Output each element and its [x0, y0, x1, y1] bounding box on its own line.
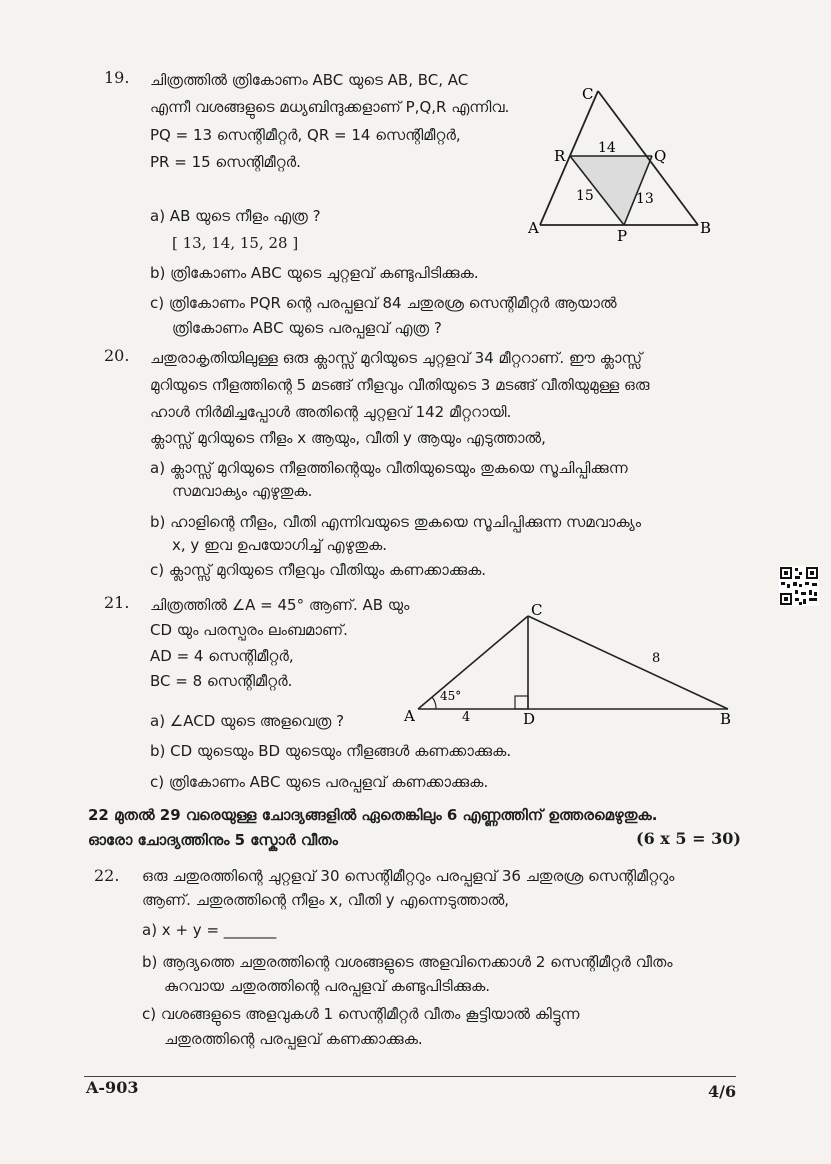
q19-line2: എന്നീ വശങ്ങളുടെ മധ്യബിന്ദുക്കളാണ് P,Q,R എന്നിവ.	[150, 98, 510, 116]
footer-page-number: 4/6	[708, 1082, 737, 1101]
q20-line3: ഹാൾ നിർമിച്ചപ്പോൾ അതിന്റെ ചുറ്റളവ് 142 മീറ്ററായി.	[150, 403, 512, 421]
label-r: R	[554, 147, 566, 165]
label-b: B	[700, 219, 712, 237]
q19-line1: ചിത്രത്തിൽ ത്രികോണം ABC യുടെ AB, BC, AC	[150, 71, 469, 89]
q21-part-c: c) ത്രികോണം ABC യുടെ പരപ്പളവ് കണക്കാക്കുക.	[150, 773, 489, 791]
label-14: 14	[598, 140, 616, 156]
side-bc	[528, 616, 728, 709]
q20-part-b-line1: b) ഹാളിന്റെ നീളം, വീതി എന്നിവയുടെ തുകയെ സൂചിപ്പിക്കുന്ന സമവാക്യം	[150, 513, 642, 531]
label-4: 4	[462, 710, 471, 725]
q21-triangle-figure	[400, 600, 750, 730]
q20-part-c: c) ക്ലാസ്സ് മുറിയുടെ നീളവും വീതിയും കണക്കാക്കുക.	[150, 561, 487, 579]
q19-part-a-options: [ 13, 14, 15, 28 ]	[172, 234, 299, 252]
q21-line3: AD = 4 സെന്റിമീറ്റർ,	[150, 647, 294, 665]
label-13: 13	[636, 191, 654, 207]
q20-part-a-line2: സമവാക്യം എഴുതുക.	[172, 482, 313, 500]
q21-part-a: a) ∠ACD യുടെ അളവെത്ര ?	[150, 712, 345, 730]
q20-number: 20.	[104, 346, 130, 365]
angle-45-arc	[432, 697, 436, 709]
label-d: D	[523, 710, 536, 728]
q20-part-b-line2: x, y ഇവ ഉപയോഗിച്ച് എഴുതുക.	[172, 536, 388, 554]
label-q: Q	[654, 147, 667, 165]
q21-line2: CD യും പരസ്പരം ലംബമാണ്.	[150, 621, 348, 639]
q22-part-c-line2: ചതുരത്തിന്റെ പരപ്പളവ് കണക്കാക്കുക.	[164, 1030, 423, 1048]
q20-line4: ക്ലാസ്സ് മുറിയുടെ നീളം x ആയും, വീതി y ആയും എടുത്താൽ,	[150, 429, 546, 447]
q21-part-b: b) CD യുടെയും BD യുടെയും നീളങ്ങൾ കണക്കാക്കുക.	[150, 742, 512, 760]
q19-number: 19.	[104, 68, 130, 87]
q22-number: 22.	[94, 866, 120, 885]
q22-part-b-line2: കുറവായ ചതുരത്തിന്റെ പരപ്പളവ് കണ്ടുപിടിക്കുക.	[164, 977, 491, 995]
right-angle-mark	[515, 696, 528, 709]
q20-line2: മുറിയുടെ നീളത്തിന്റെ 5 മടങ്ങ് നീളവും വീതിയുടെ 3 മടങ്ങ് വീതിയുമുള്ള ഒരു	[150, 376, 650, 394]
label-c: C	[582, 85, 594, 103]
section-instruction: 22 മുതൽ 29 വരെയുള്ള ചോദ്യങ്ങളിൽ ഏതെങ്കിലും 6 എണ്ണത്തിന് ഉത്തരമെഴുതുക.	[88, 806, 658, 824]
q19-part-b: b) ത്രികോണം ABC യുടെ ചുറ്റളവ് കണ്ടുപിടിക്കുക.	[150, 264, 479, 282]
label-p: P	[617, 227, 628, 245]
q22-part-a: a) x + y = _______	[142, 921, 277, 939]
q22-line2: ആണ്. ചതുരത്തിന്റെ നീളം x, വീതി y എന്നെടുത്താൽ,	[142, 891, 510, 909]
section-score-note: ഓരോ ചോദ്യത്തിനും 5 സ്കോർ വീതം	[88, 831, 338, 849]
label-45: 45°	[440, 689, 462, 703]
qr-code-icon	[779, 566, 819, 606]
q21-line4: BC = 8 സെന്റിമീറ്റർ.	[150, 672, 293, 690]
label-8: 8	[652, 651, 661, 666]
q19-part-a: a) AB യുടെ നീളം എത്ര ?	[150, 207, 321, 225]
label-a: A	[404, 707, 415, 725]
label-c: C	[531, 601, 543, 619]
q19-triangle-figure	[520, 85, 720, 245]
q21-number: 21.	[104, 593, 130, 612]
q19-line3: PQ = 13 സെന്റിമീറ്റർ, QR = 14 സെന്റിമീറ്റർ,	[150, 126, 461, 144]
q20-part-a-line1: a) ക്ലാസ്സ് മുറിയുടെ നീളത്തിന്റെയും വീതിയുടെയും തുകയെ സൂചിപ്പിക്കുന്ന	[150, 459, 628, 477]
q22-line1: ഒരു ചതുരത്തിന്റെ ചുറ്റളവ് 30 സെന്റിമീറ്ററും പരപ്പളവ് 36 ചതുരശ്ര സെന്റിമീറ്ററും	[142, 867, 675, 885]
q21-line1: ചിത്രത്തിൽ ∠A = 45° ആണ്. AB യും	[150, 596, 410, 614]
q22-part-b-line1: b) ആദ്യത്തെ ചതുരത്തിന്റെ വശങ്ങളുടെ അളവിനെക്കാൾ 2 സെന്റിമീറ്റർ വീതം	[142, 953, 673, 971]
q19-line4: PR = 15 സെന്റിമീറ്റർ.	[150, 153, 301, 171]
footer-rule	[84, 1076, 736, 1077]
label-b: B	[720, 710, 732, 728]
q22-part-c-line1: c) വശങ്ങളുടെ അളവുകൾ 1 സെന്റിമീറ്റർ വീതം കൂട്ടിയാൽ കിട്ടുന്ന	[142, 1005, 580, 1023]
label-a: A	[528, 219, 539, 237]
q19-part-c-line1: c) ത്രികോണം PQR ന്റെ പരപ്പളവ് 84 ചതുരശ്ര സെന്റിമീറ്റർ ആയാൽ	[150, 294, 617, 312]
section-marks: (6 x 5 = 30)	[636, 829, 741, 848]
q19-part-c-line2: ത്രികോണം ABC യുടെ പരപ്പളവ് എത്ര ?	[172, 319, 442, 337]
side-ac	[418, 616, 528, 709]
footer-code: A-903	[86, 1078, 139, 1097]
q20-line1: ചതുരാകൃതിയിലുള്ള ഒരു ക്ലാസ്സ് മുറിയുടെ ചുറ്റളവ് 34 മീറ്ററാണ്. ഈ ക്ലാസ്സ്	[150, 349, 643, 367]
label-15: 15	[576, 188, 594, 204]
